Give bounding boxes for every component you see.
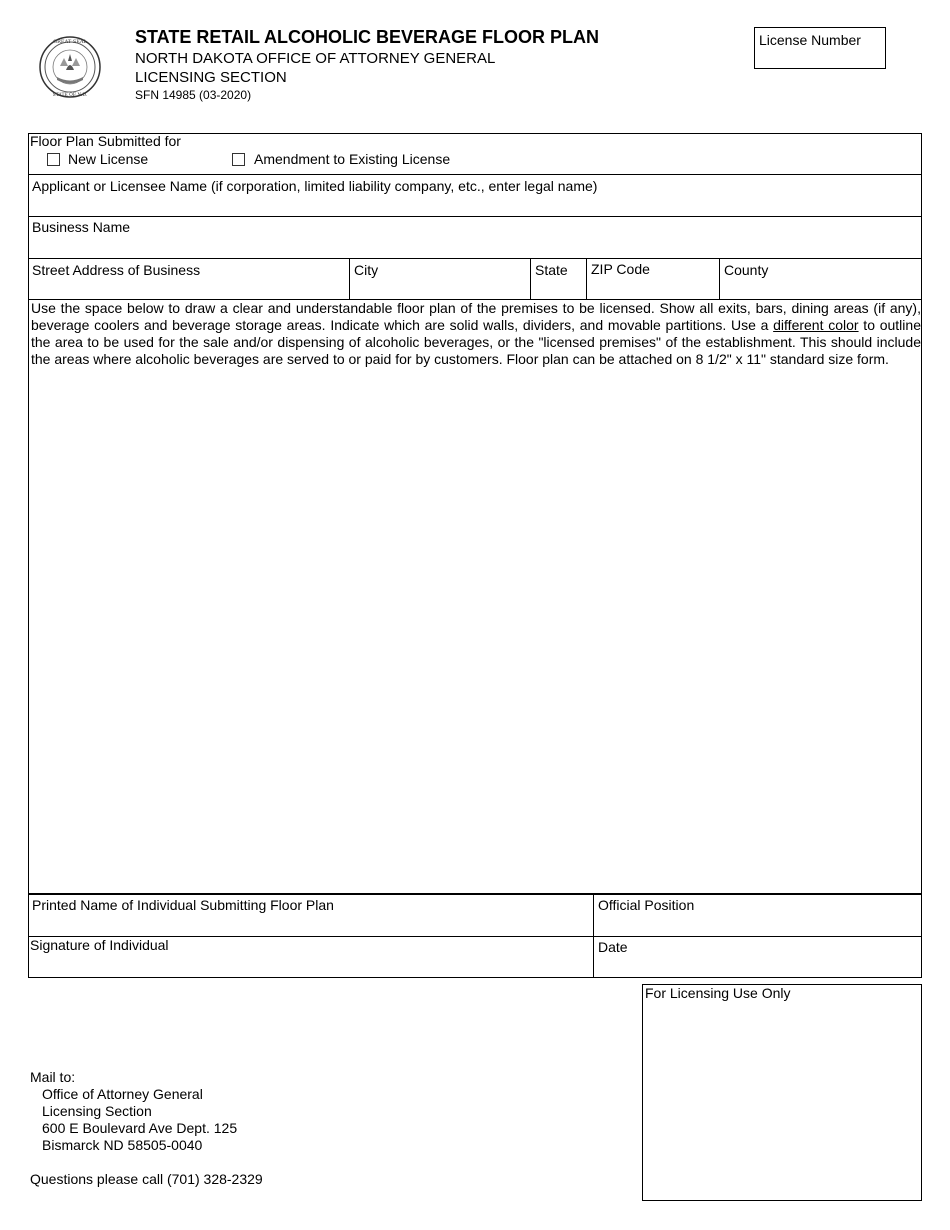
applicant-name-label: Applicant or Licensee Name (if corporation, limited liability company, etc., enter legal name) [32,178,598,194]
date-field[interactable] [594,937,921,977]
signature-label: Signature of Individual [30,937,169,953]
new-license-label: New License [68,151,149,167]
new-license-checkbox[interactable] [47,153,60,166]
street-address-label: Street Address of Business [32,262,201,278]
agency-name: NORTH DAKOTA OFFICE OF ATTORNEY GENERAL [135,50,496,67]
mail-to-label: Mail to: [30,1069,76,1085]
county-label: County [724,262,769,278]
section-name: LICENSING SECTION [135,69,287,86]
form-number: SFN 14985 (03-2020) [135,88,252,102]
zip-code-label: ZIP Code [591,261,650,277]
amendment-checkbox[interactable] [232,153,245,166]
official-position-label: Official Position [598,897,695,913]
license-number-field[interactable] [754,27,886,69]
date-label: Date [598,939,628,955]
business-name-label: Business Name [32,219,131,235]
form-title: STATE RETAIL ALCOHOLIC BEVERAGE FLOOR PLAN [135,27,600,47]
printed-name-label: Printed Name of Individual Submitting Floor Plan [32,897,334,913]
mail-line: Bismarck ND 58505-0040 [42,1137,203,1153]
amendment-label: Amendment to Existing License [254,151,451,167]
mailing-address [30,1069,237,1154]
floor-plan-drawing-area[interactable] [29,372,921,892]
submitted-for-label: Floor Plan Submitted for [30,133,181,149]
business-name-field[interactable] [29,217,921,258]
city-label: City [354,262,379,278]
licensing-use-box [642,984,922,1201]
mail-line: Office of Attorney General [42,1086,203,1102]
license-number-label: License Number [759,32,861,48]
mail-line: Licensing Section [42,1103,152,1119]
licensing-use-label: For Licensing Use Only [645,985,791,1001]
state-seal-icon [38,30,102,108]
svg-text:STATE OF N.D.: STATE OF N.D. [52,93,88,98]
questions-phone: Questions please call (701) 328-2329 [30,1171,263,1187]
svg-text:GREAT SEAL: GREAT SEAL [53,39,87,45]
mail-line: 600 E Boulevard Ave Dept. 125 [42,1120,238,1136]
floor-plan-instructions: Use the space below to draw a clear and understandable floor plan of the premises to be licensed. Show all exits, bars, dining areas (if any), beverage coolers and beverage storage areas. Indicate which are solid walls, dividers, and movable partitions. Use a different color to outline the area to be used for the sale and/or dispensing of alcoholic beverages, or the "licensed premises" of the establishment. This should include the areas where alcoholic beverages are served to or paid for by customers. Floor plan can be attached on 8 1/2" x 11" standard size form. [31,300,921,367]
different-color-emphasis: different color [773,317,859,333]
state-label: State [535,262,568,278]
